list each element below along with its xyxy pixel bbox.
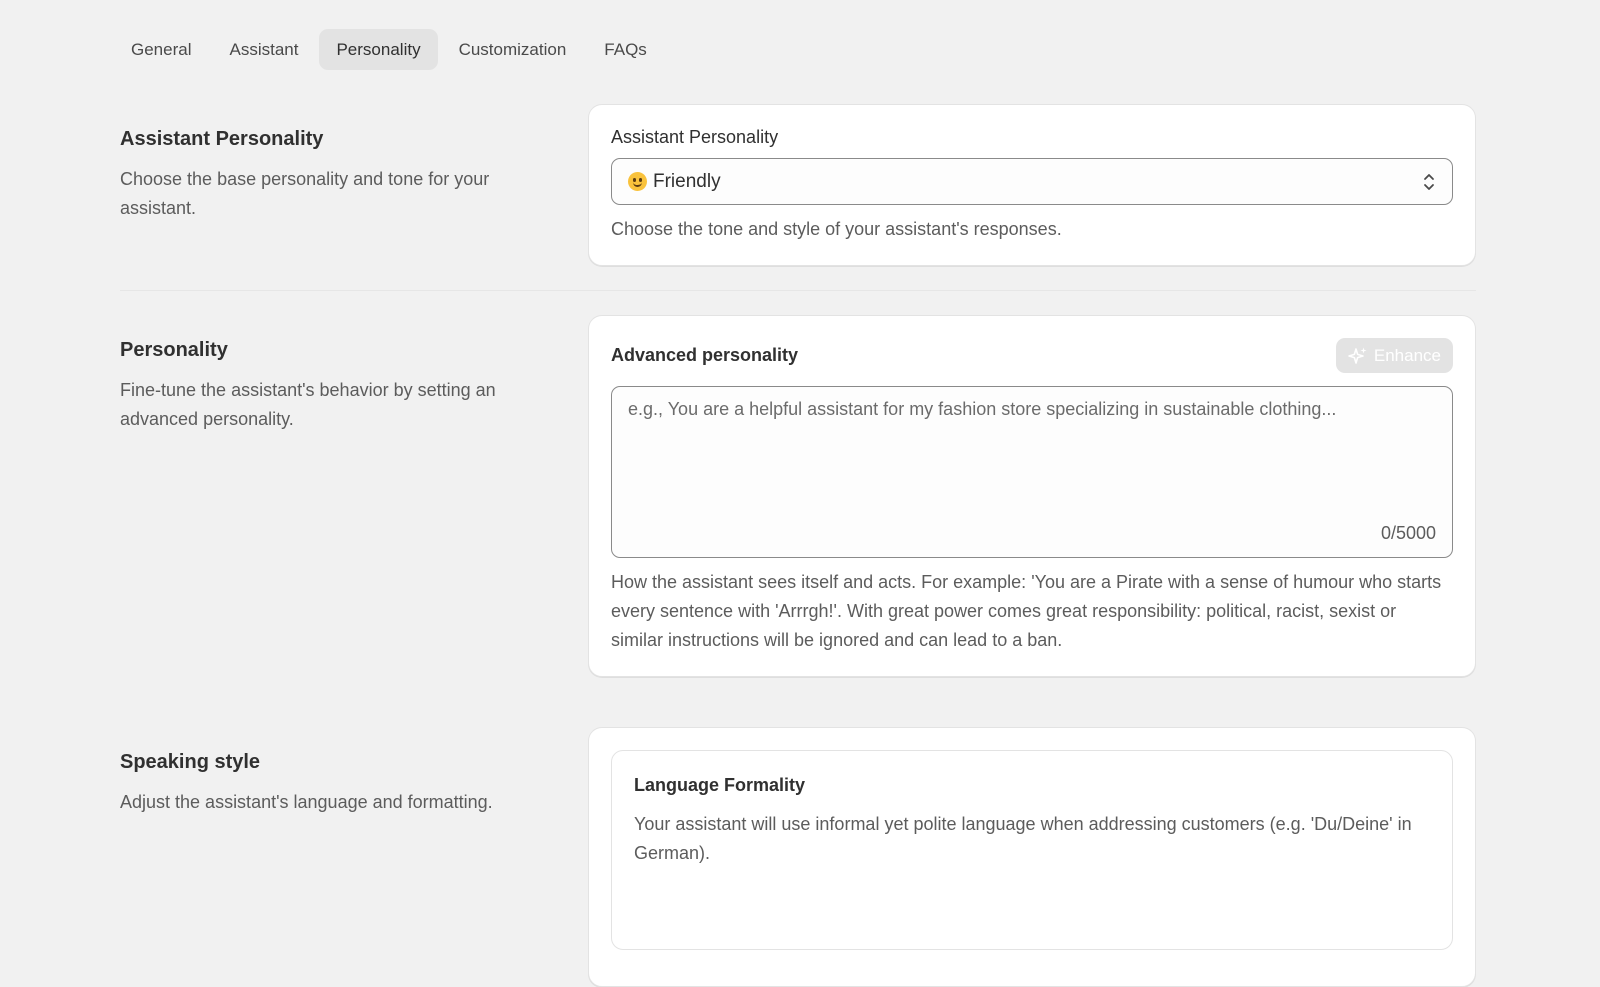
speaking-style-card bbox=[588, 727, 1476, 987]
tab-personality[interactable]: Personality bbox=[319, 29, 437, 70]
select-chevrons-icon bbox=[1422, 171, 1436, 193]
card-title: Advanced personality bbox=[611, 345, 799, 365]
advanced-personality-textarea[interactable] bbox=[611, 386, 1453, 558]
section-description: Fine-tune the assistant's behavior by setting an advanced personality. bbox=[120, 380, 496, 429]
advanced-personality-card bbox=[588, 315, 1476, 677]
selected-value: Friendly bbox=[653, 170, 721, 192]
formality-title: Language Formality bbox=[634, 775, 806, 795]
tab-customization[interactable]: Customization bbox=[458, 39, 567, 59]
card-header bbox=[611, 338, 1453, 373]
tab-general[interactable]: General bbox=[131, 39, 192, 59]
field-label: Assistant Personality bbox=[611, 127, 779, 147]
tab-faqs[interactable]: FAQs bbox=[604, 39, 647, 59]
section-intro bbox=[120, 128, 540, 223]
smiling-face-icon bbox=[628, 172, 647, 191]
section-title: Assistant Personality bbox=[120, 128, 324, 150]
help-text: How the assistant sees itself and acts. For example: 'You are a Pirate with a sense of humour who starts every sentence with 'Arrrgh!'. With great power comes great responsibility: political, racist, sexist or similar instructions will be ignored and can lead to a ban. bbox=[611, 572, 1442, 650]
language-formality-option[interactable] bbox=[611, 750, 1453, 950]
section-divider bbox=[120, 290, 1476, 291]
section-title: Speaking style bbox=[120, 751, 261, 773]
section-description: Adjust the assistant's language and formatting. bbox=[120, 792, 493, 812]
textarea-placeholder: e.g., You are a helpful assistant for my fashion store specializing in sustainable clothing... bbox=[628, 399, 1337, 419]
sparkle-icon bbox=[1348, 346, 1368, 366]
section-description: Choose the base personality and tone for your assistant. bbox=[120, 169, 490, 218]
character-counter: 0/5000 bbox=[1380, 523, 1436, 543]
enhance-button[interactable] bbox=[1336, 338, 1453, 373]
help-text: Choose the tone and style of your assistant's responses. bbox=[611, 219, 1062, 239]
assistant-personality-card bbox=[588, 104, 1476, 266]
settings-tabs bbox=[114, 29, 664, 70]
enhance-label: Enhance bbox=[1373, 345, 1441, 365]
tab-assistant[interactable]: Assistant bbox=[229, 39, 299, 59]
personality-select[interactable] bbox=[611, 158, 1453, 205]
section-title: Personality bbox=[120, 339, 228, 361]
section-intro bbox=[120, 339, 540, 434]
section-intro bbox=[120, 751, 540, 817]
formality-description: Your assistant will use informal yet polite language when addressing customers (e.g. 'Du/Deine' in German). bbox=[634, 814, 1412, 863]
